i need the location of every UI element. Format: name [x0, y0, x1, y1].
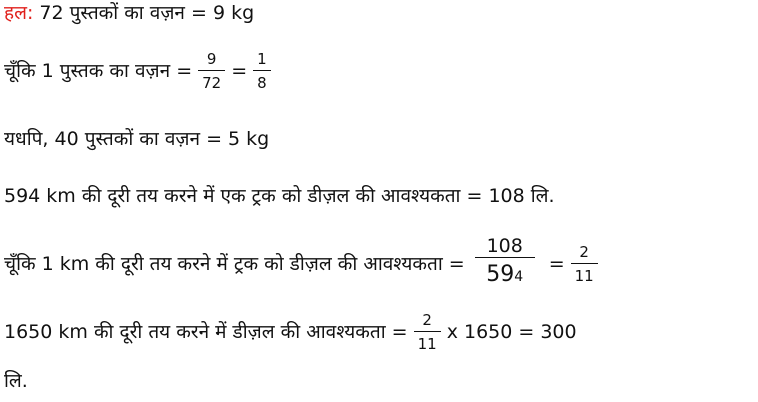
line-2-text: चूँकि 1 पुस्तक का वज़न =	[4, 60, 193, 82]
line-5-text: चूँकि 1 km की दूरी तय करने में ट्रक को डीज़ल की आवश्यकता =	[4, 252, 465, 275]
line-7-text: लि.	[4, 370, 28, 392]
line-3	[4, 127, 269, 151]
fraction-2-11	[571, 243, 598, 285]
denominator-main: 59	[486, 262, 515, 287]
fraction-108-594	[475, 237, 535, 290]
line-6	[4, 311, 577, 353]
line-4	[4, 184, 555, 208]
fraction-denominator: 72	[202, 74, 222, 92]
fraction-2-11	[414, 311, 441, 353]
line-1-text: 72 पुस्तकों का वज़न = 9 kg	[33, 2, 255, 24]
denominator-small: 4	[514, 269, 524, 285]
fraction-denominator	[482, 258, 527, 290]
line-5	[4, 237, 604, 290]
line-1	[4, 1, 254, 25]
equals-sign: =	[548, 252, 565, 275]
fraction-1-8	[253, 50, 271, 92]
fraction-numerator: 1	[257, 50, 267, 68]
fraction-denominator: 11	[417, 335, 437, 353]
line-4-text: 594 km की दूरी तय करने में एक ट्रक को डीज़ल की आवश्यकता = 108 लि.	[4, 185, 555, 207]
line-6-tail: x 1650 = 300	[446, 321, 577, 343]
fraction-denominator: 11	[574, 266, 594, 285]
line-3-text: यधपि, 40 पुस्तकों का वज़न = 5 kg	[4, 128, 270, 150]
fraction-numerator: 2	[422, 311, 432, 329]
fraction-9-72	[198, 50, 225, 92]
equals-sign: =	[231, 60, 248, 82]
fraction-denominator: 8	[257, 74, 267, 92]
fraction-numerator: 108	[486, 235, 523, 257]
line-2	[4, 50, 277, 92]
line-7	[4, 369, 28, 393]
fraction-numerator: 2	[579, 242, 589, 261]
line-6-text: 1650 km की दूरी तय करने में डीज़ल की आवश्यकता =	[4, 321, 408, 343]
solution-label: हल:	[4, 2, 34, 24]
fraction-numerator: 9	[206, 50, 217, 68]
